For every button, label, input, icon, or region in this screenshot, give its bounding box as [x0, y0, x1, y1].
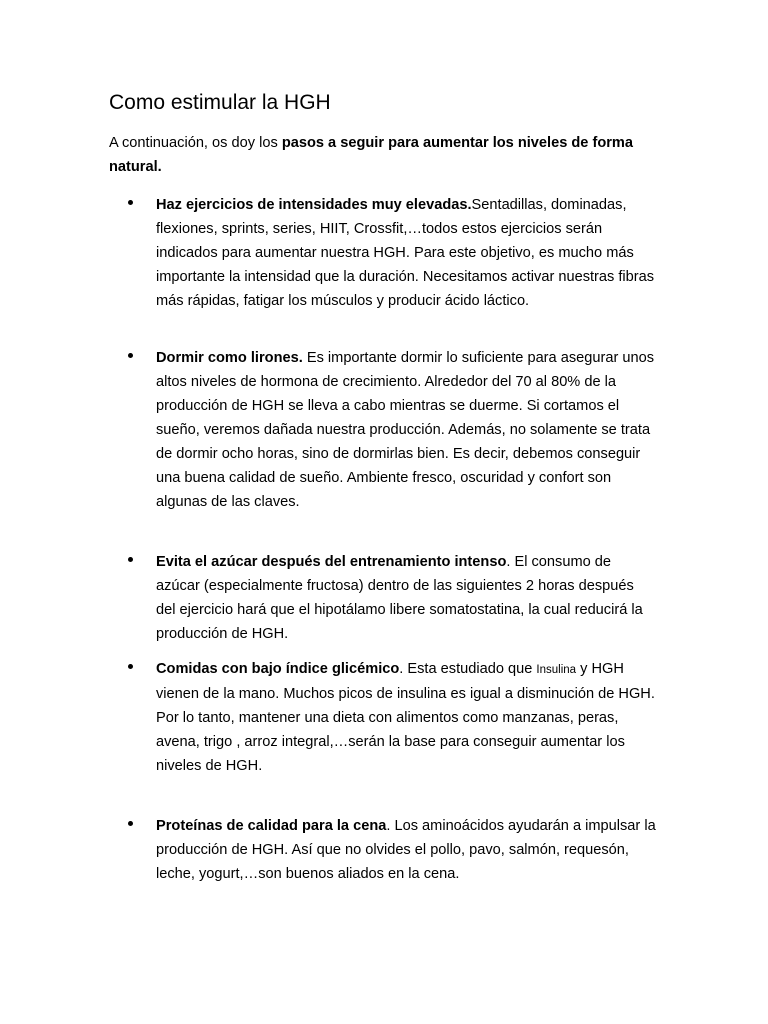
intro-text: A continuación, os doy los [109, 135, 282, 151]
bullet-icon [128, 353, 133, 358]
bullet-icon [128, 821, 133, 826]
list-item-body-continued: y HGH vienen de la mano. Muchos picos de insulina es igual a disminución de HGH. Por lo tanto, mantener una dieta con alimentos como manzanas, peras, avena, trigo , arroz integral,…serán la base para conseguir aumentar los niveles de HGH. [156, 661, 655, 774]
list-item-heading: Evita el azúcar después del entrenamiento intenso [156, 554, 507, 570]
list-item-text [156, 346, 656, 514]
list-item-heading: Proteínas de calidad para la cena [156, 818, 387, 834]
list-item-body: . Esta estudiado que [399, 661, 537, 677]
bullet-icon [128, 200, 133, 205]
list-item-heading: Haz ejercicios de intensidades muy elevadas. [156, 197, 472, 213]
intro-bold-text: pasos a seguir para aumentar los niveles de forma natural. [109, 135, 634, 175]
list-item-text [156, 814, 656, 886]
list-item-heading: Dormir como lirones. [156, 350, 303, 366]
list-item-small-text: Insulina [536, 664, 577, 676]
list-item-body: Sentadillas, dominadas, flexiones, sprints, series, HIIT, Crossfit,…todos estos ejercicios serán indicados para aumentar nuestra HGH. Para este objetivo, es mucho más importante la intensidad que la duración. Necesitamos activar nuestras fibras más rápidas, fatigar los músculos y producir ácido láctico. [156, 197, 655, 309]
page-title: Como estimular la HGH [109, 91, 331, 114]
list-item-heading: Comidas con bajo índice glicémico [156, 661, 400, 677]
list-item-text [156, 657, 656, 778]
bullet-icon [128, 557, 133, 562]
list-item-body: . El consumo de azúcar (especialmente fructosa) dentro de las siguientes 2 horas después del ejercicio hará que el hipotálamo libere somatostatina, la cual reducirá la producción de HGH. [156, 554, 643, 642]
list-item-body: . Los aminoácidos ayudarán a impulsar la producción de HGH. Así que no olvides el pollo, pavo, salmón, requesón, leche, yogurt,…son buenos aliados en la cena. [156, 818, 656, 882]
list-item-text [156, 550, 656, 646]
list-item-body: Es importante dormir lo suficiente para asegurar unos altos niveles de hormona de crecimiento. Alrededor del 70 al 80% de la producción de HGH se lleva a cabo mientras se duerme. Si cortamos el sueño, veremos dañada nuestra producción. Además, no solamente se trata de dormir ocho horas, sino de dormirlas bien. Es decir, debemos conseguir una buena calidad de sueño. Ambiente fresco, oscuridad y confort son algunas de las claves. [156, 350, 655, 510]
list-item-text [156, 193, 656, 313]
bullet-icon [128, 664, 133, 669]
intro-paragraph [109, 131, 649, 179]
